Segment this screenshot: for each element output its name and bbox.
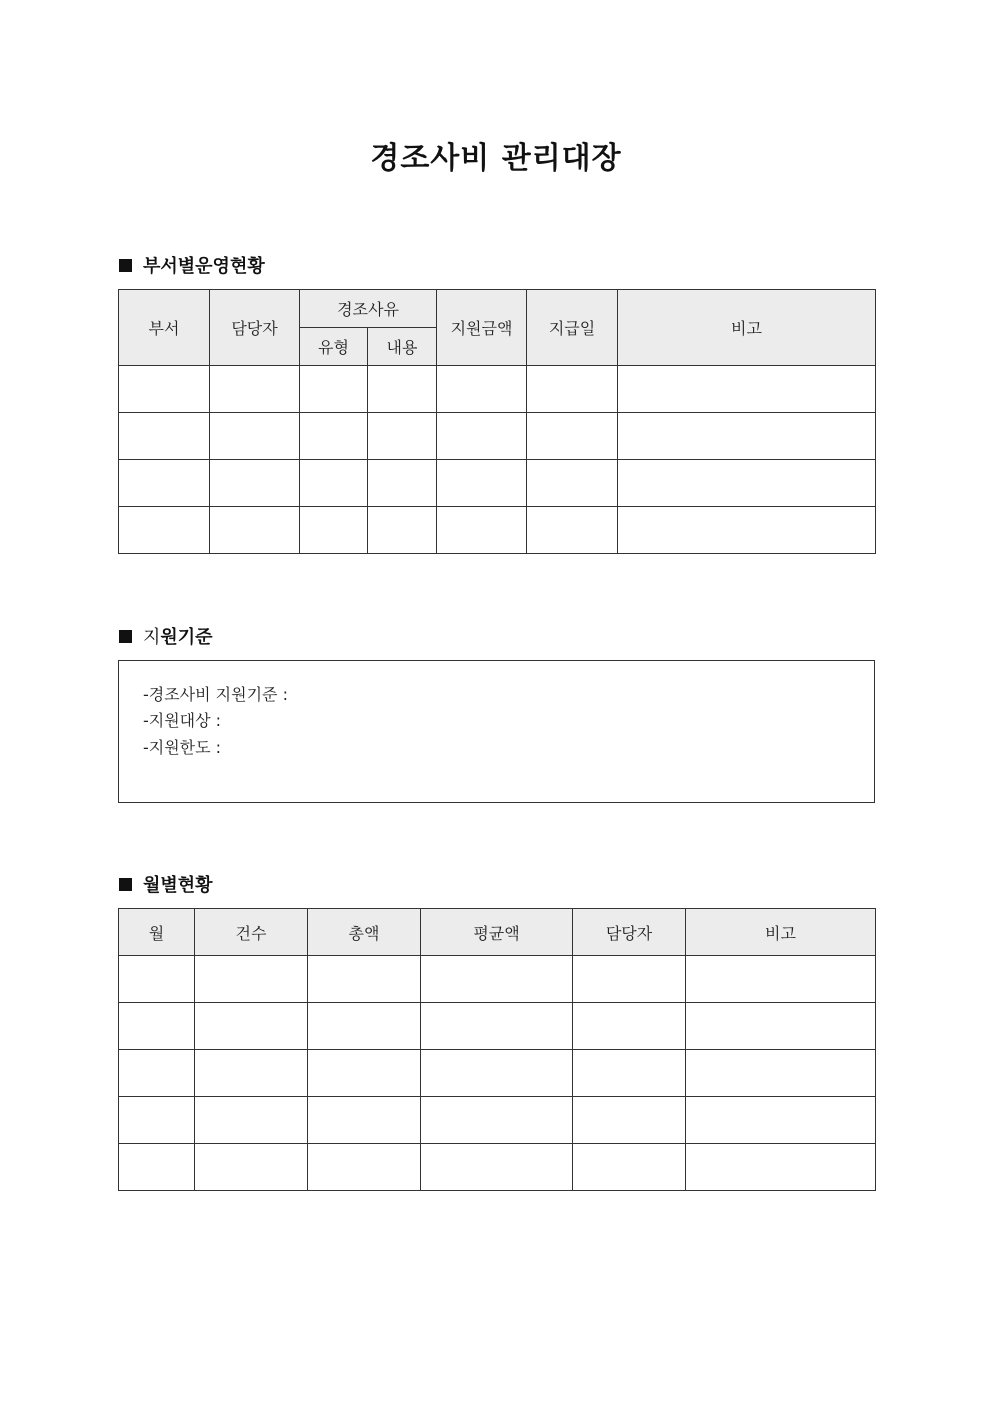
header-dept: 부서 — [119, 290, 210, 366]
square-bullet-icon — [119, 878, 132, 891]
cell[interactable] — [368, 507, 437, 554]
cell[interactable] — [421, 1003, 573, 1050]
cell[interactable] — [119, 366, 210, 413]
cell[interactable] — [210, 366, 300, 413]
cell[interactable] — [300, 460, 368, 507]
cell[interactable] — [368, 460, 437, 507]
cell[interactable] — [527, 460, 618, 507]
cell[interactable] — [195, 1050, 308, 1097]
cell[interactable] — [195, 1003, 308, 1050]
cell[interactable] — [308, 1144, 421, 1191]
header-pay-date: 지급일 — [527, 290, 618, 366]
table-row — [119, 366, 876, 413]
cell[interactable] — [300, 366, 368, 413]
table-row — [119, 956, 876, 1003]
cell[interactable] — [618, 413, 876, 460]
cell[interactable] — [686, 1144, 876, 1191]
cell[interactable] — [437, 507, 527, 554]
header-reason: 경조사유 — [300, 290, 437, 328]
cell[interactable] — [527, 507, 618, 554]
cell[interactable] — [308, 1003, 421, 1050]
header-average: 평균액 — [421, 909, 573, 956]
section-heading-monthly-status — [119, 872, 213, 896]
cell[interactable] — [368, 413, 437, 460]
dept-status-table — [118, 289, 876, 554]
cell[interactable] — [119, 1144, 195, 1191]
section-heading-label: 월별현황 — [143, 875, 213, 896]
cell[interactable] — [421, 1050, 573, 1097]
section-heading-dept-status — [119, 253, 265, 277]
header-type: 유형 — [300, 328, 368, 366]
cell[interactable] — [686, 1050, 876, 1097]
cell[interactable] — [119, 1097, 195, 1144]
cell[interactable] — [618, 366, 876, 413]
cell[interactable] — [210, 507, 300, 554]
cell[interactable] — [573, 1050, 686, 1097]
cell[interactable] — [573, 1144, 686, 1191]
cell[interactable] — [300, 507, 368, 554]
cell[interactable] — [195, 956, 308, 1003]
cell[interactable] — [119, 956, 195, 1003]
table-row — [119, 1050, 876, 1097]
support-criteria-box[interactable] — [118, 660, 875, 803]
table-row — [119, 413, 876, 460]
cell[interactable] — [527, 366, 618, 413]
table-row — [119, 1003, 876, 1050]
table-row — [119, 1097, 876, 1144]
header-count: 건수 — [195, 909, 308, 956]
cell[interactable] — [308, 956, 421, 1003]
cell[interactable] — [119, 1050, 195, 1097]
header-content: 내용 — [368, 328, 437, 366]
table-row — [119, 1144, 876, 1191]
square-bullet-icon — [119, 259, 132, 272]
monthly-status-table — [118, 908, 876, 1191]
header-manager: 담당자 — [210, 290, 300, 366]
cell[interactable] — [573, 956, 686, 1003]
cell[interactable] — [368, 366, 437, 413]
cell[interactable] — [421, 1097, 573, 1144]
cell[interactable] — [119, 413, 210, 460]
header-total: 총액 — [308, 909, 421, 956]
cell[interactable] — [437, 460, 527, 507]
header-manager: 담당자 — [573, 909, 686, 956]
cell[interactable] — [527, 413, 618, 460]
header-amount: 지원금액 — [437, 290, 527, 366]
document-title: 경조사비 관리대장 — [370, 141, 622, 176]
cell[interactable] — [437, 366, 527, 413]
table-row — [119, 507, 876, 554]
criteria-line: -경조사비 지원기준 : — [143, 685, 288, 704]
section-heading-label: 부서별운영현황 — [143, 256, 265, 277]
cell[interactable] — [421, 956, 573, 1003]
section-heading-support-criteria — [119, 624, 213, 648]
header-remarks: 비고 — [618, 290, 876, 366]
cell[interactable] — [308, 1097, 421, 1144]
cell[interactable] — [119, 460, 210, 507]
section-heading-prefix: 지 — [143, 627, 161, 648]
header-month: 월 — [119, 909, 195, 956]
cell[interactable] — [686, 1003, 876, 1050]
cell[interactable] — [119, 1003, 195, 1050]
target-line: -지원대상 : — [143, 711, 222, 730]
cell[interactable] — [300, 413, 368, 460]
table-row — [119, 460, 876, 507]
cell[interactable] — [686, 956, 876, 1003]
cell[interactable] — [437, 413, 527, 460]
square-bullet-icon — [119, 630, 132, 643]
cell[interactable] — [618, 507, 876, 554]
cell[interactable] — [210, 413, 300, 460]
cell[interactable] — [686, 1097, 876, 1144]
section-heading-label: 원기준 — [160, 627, 213, 648]
cell[interactable] — [308, 1050, 421, 1097]
limit-line: -지원한도 : — [143, 738, 222, 757]
cell[interactable] — [618, 460, 876, 507]
cell[interactable] — [421, 1144, 573, 1191]
cell[interactable] — [195, 1144, 308, 1191]
cell[interactable] — [195, 1097, 308, 1144]
cell[interactable] — [210, 460, 300, 507]
cell[interactable] — [119, 507, 210, 554]
header-remarks: 비고 — [686, 909, 876, 956]
cell[interactable] — [573, 1097, 686, 1144]
cell[interactable] — [573, 1003, 686, 1050]
